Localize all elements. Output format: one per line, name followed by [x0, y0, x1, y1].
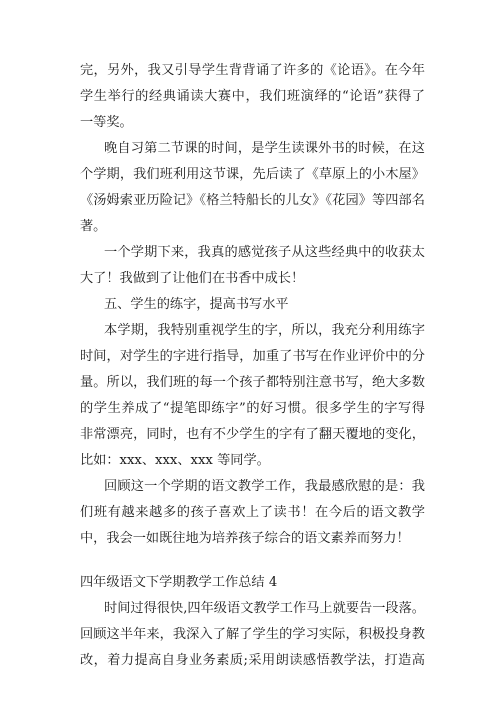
text-line: 学生举行的经典诵读大赛中，我们班演绎的“论语”获得了 — [80, 89, 425, 104]
text-line: 们班有越来越多的孩子喜欢上了读书！在今后的语文教学 — [80, 505, 425, 520]
text-line: 大了！我做到了让他们在书香中成长！ — [80, 271, 305, 286]
text-line: 中，我会一如既往地为培养孩子综合的语文素养而努力！ — [80, 531, 410, 546]
section-subheading: 五、学生的练字，提高书写水平 — [104, 297, 289, 312]
text-line: 量。所以，我们班的每一个孩子都特别注意书写，绝大多数 — [80, 375, 425, 390]
text-line: 时间过得很快,四年级语文教学工作马上就要告一段落。 — [104, 601, 425, 616]
text-line: 本学期，我特别重视学生的字，所以，我充分利用练字 — [104, 323, 425, 338]
text-line: 改，着力提高自身业务素质;采用朗读感悟教学法，打造高 — [80, 653, 425, 668]
text-line: 著。 — [80, 219, 107, 234]
text-line: 比如：xxx、xxx、xxx 等同学。 — [80, 453, 270, 468]
text-line: 非常漂亮，同时，也有不少学生的字有了翻天覆地的变化， — [80, 427, 425, 442]
text-line: 晚自习第二节课的时间，是学生读课外书的时候，在这 — [104, 141, 425, 156]
text-line: 一个学期下来，我真的感觉孩子从这些经典中的收获太 — [104, 245, 425, 260]
section-title: 四年级语文下学期教学工作总结 4 — [80, 575, 278, 590]
text-line: 的学生养成了“提笔即练字”的好习惯。很多学生的字写得 — [80, 401, 425, 416]
text-line: 个学期，我们班利用这节课，先后读了《草原上的小木屋》 — [80, 167, 425, 182]
text-line: 一等奖。 — [80, 115, 133, 130]
text-line: 时间，对学生的字进行指导，加重了书写在作业评价中的分 — [80, 349, 425, 364]
text-line: 完，另外，我又引导学生背背诵了许多的《论语》。在今年 — [80, 63, 425, 78]
text-line: 《汤姆索亚历险记》《格兰特船长的儿女》《花园》等四部名 — [80, 193, 425, 208]
text-line: 回顾这半年来，我深入了解了学生的学习实际，积极投身教 — [80, 627, 425, 642]
text-line: 回顾这一个学期的语文教学工作，我最感欣慰的是：我 — [104, 479, 425, 494]
